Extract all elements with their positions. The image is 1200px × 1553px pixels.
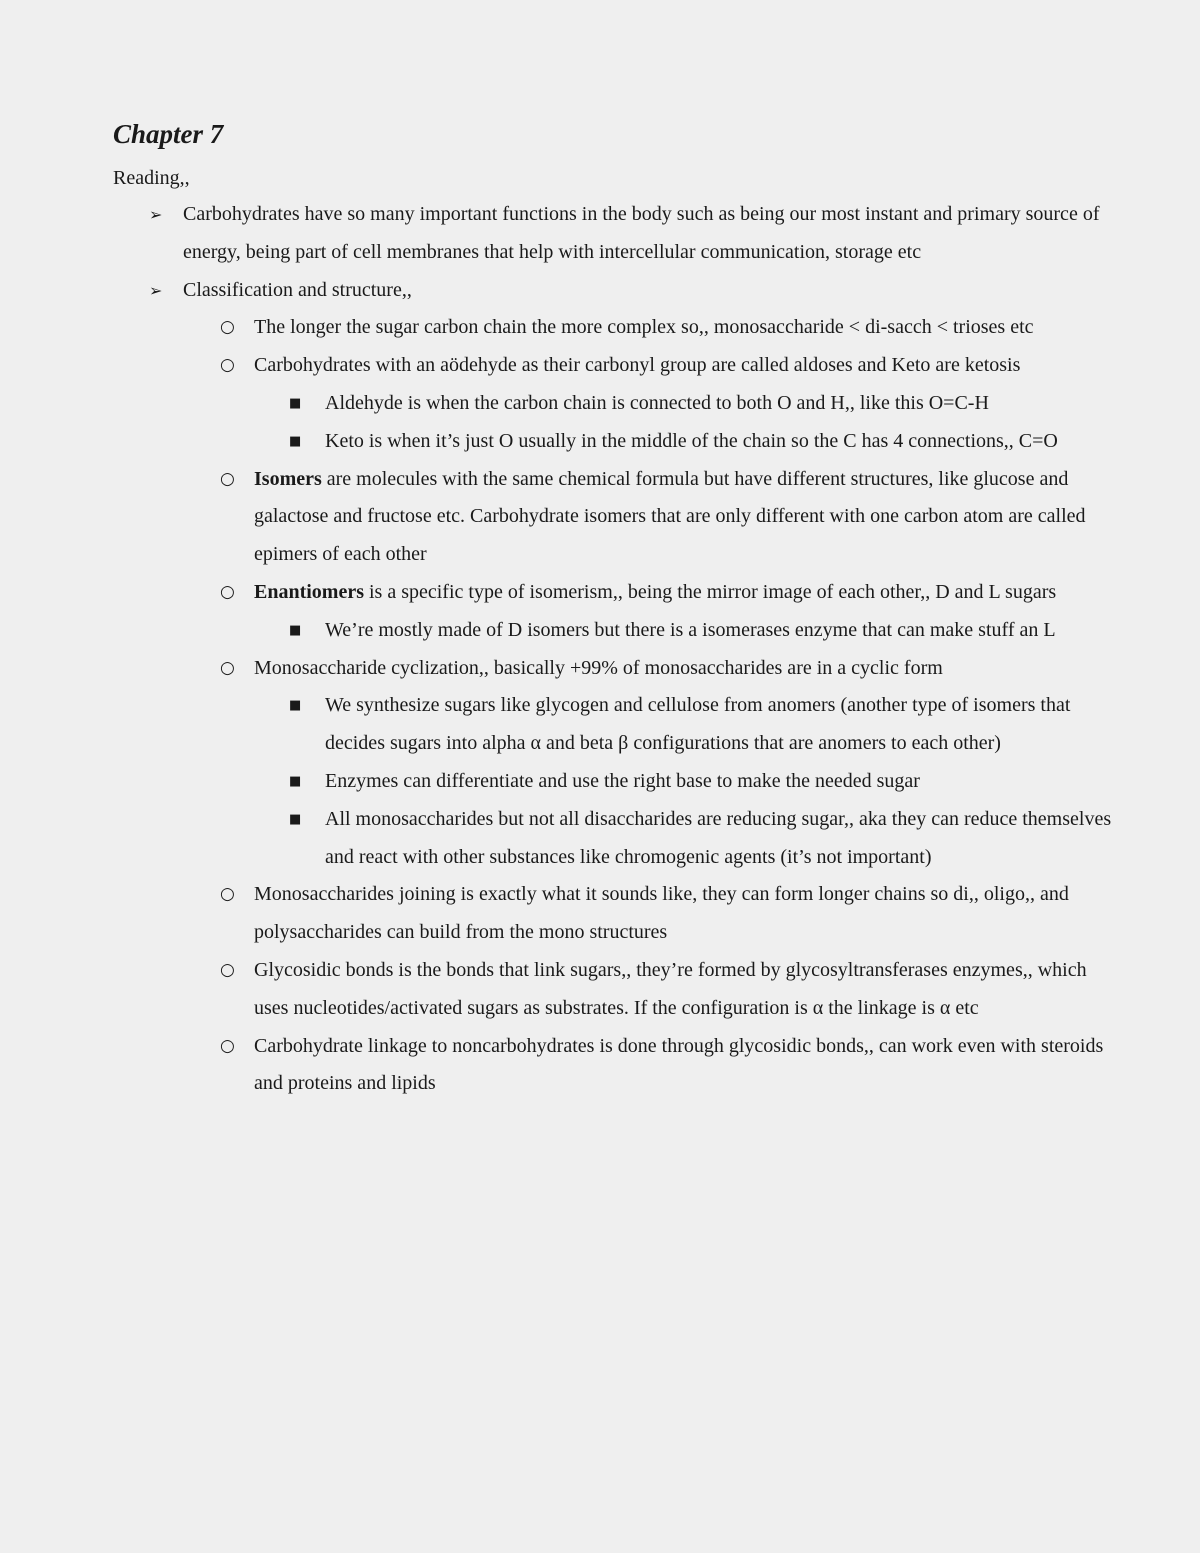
square-bullet-icon: ■	[289, 698, 302, 714]
circle-bullet-icon: ○	[220, 657, 235, 678]
list-item	[113, 801, 1113, 877]
list-item	[113, 309, 1113, 347]
circle-bullet-icon: ○	[220, 355, 235, 376]
list-item	[113, 196, 1113, 272]
list-item	[113, 272, 1113, 310]
list-item	[113, 347, 1113, 385]
list-item	[113, 876, 1113, 952]
item-text: Monosaccharides joining is exactly what it sounds like, they can form longer chains so di,, oligo,, and polysaccharides can build from the mono structures	[254, 883, 1069, 944]
list-item	[113, 423, 1113, 461]
circle-bullet-icon: ○	[220, 581, 235, 602]
item-text: Carbohydrates with an aödehyde as their carbonyl group are called aldoses and Keto are ketosis	[254, 354, 1021, 377]
item-text: Carbohydrates have so many important functions in the body such as being our most instant and primary source of energy, being part of cell membranes that help with intercellular communication, storage etc	[183, 203, 1100, 263]
arrow-bullet-icon: ➢	[149, 205, 163, 224]
circle-bullet-icon: ○	[220, 1035, 235, 1056]
chapter-title: Chapter 7	[113, 119, 224, 149]
square-bullet-icon: ■	[289, 433, 302, 449]
item-text: Monosaccharide cyclization,, basically +99% of monosaccharides are in a cyclic form	[254, 656, 943, 679]
item-text: are molecules with the same chemical formula but have different structures, like glucose and galactose and fructose etc. Carbohydrate isomers that are only different with one carbon atom are called epimers of each other	[254, 467, 1086, 566]
notes-list	[113, 196, 1113, 1103]
item-text: The longer the sugar carbon chain the more complex so,, monosaccharide < di-sacch < trioses etc	[254, 316, 1034, 339]
list-item	[113, 687, 1113, 763]
circle-bullet-icon: ○	[220, 884, 235, 905]
item-text: Glycosidic bonds is the bonds that link sugars,, they’re formed by glycosyltransferases enzymes,, which uses nucleotides/activated sugars as substrates. If the configuration is α the linkage is α etc	[254, 958, 1087, 1019]
item-bold-term: Isomers	[254, 467, 322, 490]
item-text: Carbohydrate linkage to noncarbohydrates is done through glycosidic bonds,, can work even with steroids and proteins and lipids	[254, 1034, 1104, 1095]
list-item	[113, 385, 1113, 423]
reading-label: Reading,,	[113, 167, 190, 189]
list-item	[113, 952, 1113, 1028]
list-item	[113, 612, 1113, 650]
list-item	[113, 763, 1113, 801]
circle-bullet-icon: ○	[220, 317, 235, 338]
square-bullet-icon: ■	[289, 773, 302, 789]
list-item	[113, 461, 1113, 574]
item-text: We synthesize sugars like glycogen and cellulose from anomers (another type of isomers that decides sugars into alpha α and beta β configurations that are anomers to each other)	[325, 694, 1071, 755]
square-bullet-icon: ■	[289, 395, 302, 411]
square-bullet-icon: ■	[289, 811, 302, 827]
square-bullet-icon: ■	[289, 622, 302, 638]
item-text: Enzymes can differentiate and use the right base to make the needed sugar	[325, 769, 920, 792]
list-item	[113, 574, 1113, 612]
item-text: is a specific type of isomerism,, being the mirror image of each other,, D and L sugars	[364, 580, 1057, 603]
item-text: Keto is when it’s just O usually in the middle of the chain so the C has 4 connections,, C=O	[325, 429, 1058, 452]
item-text: Classification and structure,,	[183, 278, 412, 301]
item-text: We’re mostly made of D isomers but there is a isomerases enzyme that can make stuff an L	[325, 618, 1056, 641]
list-item	[113, 650, 1113, 688]
item-text: Aldehyde is when the carbon chain is connected to both O and H,, like this O=C-H	[325, 391, 989, 414]
circle-bullet-icon: ○	[220, 468, 235, 489]
item-text: All monosaccharides but not all disaccharides are reducing sugar,, aka they can reduce themselves and react with other substances like chromogenic agents (it’s not important)	[325, 807, 1112, 868]
item-bold-term: Enantiomers	[254, 580, 364, 603]
circle-bullet-icon: ○	[220, 959, 235, 980]
arrow-bullet-icon: ➢	[149, 280, 163, 300]
list-item	[113, 1028, 1113, 1104]
